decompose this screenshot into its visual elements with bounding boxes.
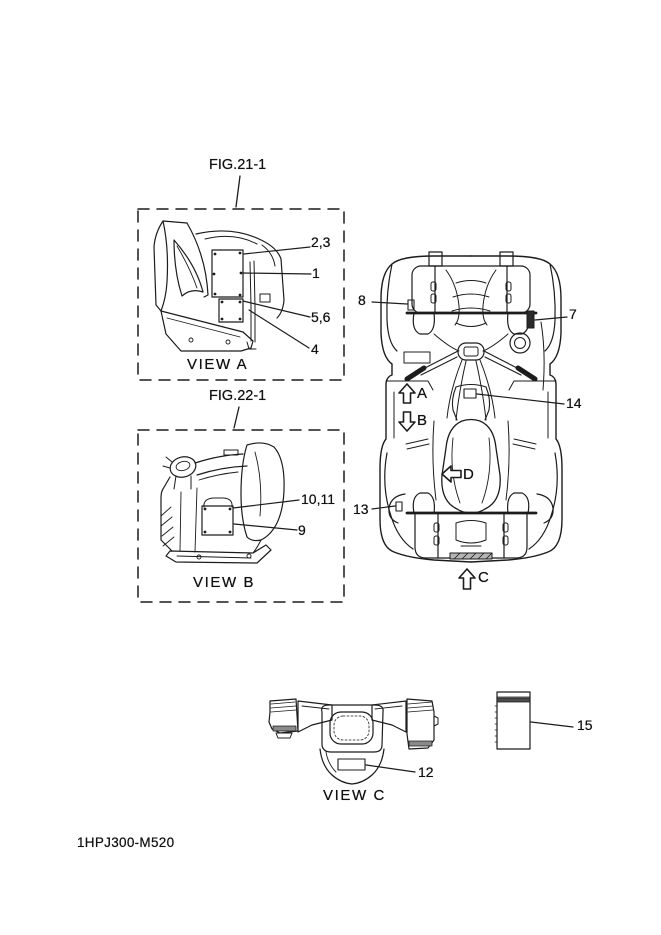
view-b-leader-lines [233, 500, 299, 530]
direction-label-b: B [417, 412, 428, 429]
view-b-drawing [161, 443, 299, 563]
view-c-label: VIEW C [323, 787, 386, 804]
view-a-drawing [154, 221, 311, 351]
callout-2-3[interactable]: 2,3 [311, 234, 331, 250]
fig21-title: FIG.21-1 [209, 157, 267, 173]
part-15-leader-line [531, 722, 573, 727]
view-a-detail-box [260, 294, 270, 302]
emblem-plate-small [219, 299, 243, 322]
direction-label-d: D [463, 466, 474, 483]
callout-14[interactable]: 14 [566, 395, 582, 411]
arrow-c-up-icon [459, 569, 475, 589]
label-pos-7 [527, 311, 534, 328]
view-b-label: VIEW B [193, 574, 256, 591]
callout-15[interactable]: 15 [577, 717, 593, 733]
fig22-title: FIG.22-1 [209, 388, 267, 404]
view-c-leader-line [366, 765, 415, 772]
callout-12[interactable]: 12 [418, 764, 434, 780]
part-code: 1HPJ300-M520 [77, 835, 175, 850]
view-c-drawing [269, 699, 438, 784]
arrow-d-left-icon [442, 466, 461, 482]
label-pos-13 [396, 502, 402, 511]
arrow-a-up-icon [399, 384, 415, 403]
callout-1[interactable]: 1 [312, 265, 320, 281]
direction-label-c: C [478, 569, 489, 586]
emblem-plate-large [212, 250, 243, 297]
label-pos-14 [464, 389, 476, 398]
label-pos-12 [338, 759, 365, 770]
callout-8[interactable]: 8 [358, 292, 366, 308]
view-a-label: VIEW A [187, 356, 249, 373]
rear-hatch-strip [450, 553, 492, 559]
view-a-leader-lines [243, 247, 311, 348]
emblem-plate-rear [202, 506, 233, 535]
callout-4[interactable]: 4 [311, 341, 319, 357]
direction-label-a: A [417, 385, 428, 402]
callout-10-11[interactable]: 10,11 [301, 491, 335, 507]
callout-7[interactable]: 7 [569, 306, 577, 322]
part-15-drawing [495, 692, 573, 749]
atv-top-view-drawing [372, 252, 567, 589]
arrow-b-down-icon [399, 412, 415, 431]
callout-13[interactable]: 13 [353, 501, 369, 517]
callout-5-6[interactable]: 5,6 [311, 309, 331, 325]
callout-9[interactable]: 9 [298, 522, 306, 538]
